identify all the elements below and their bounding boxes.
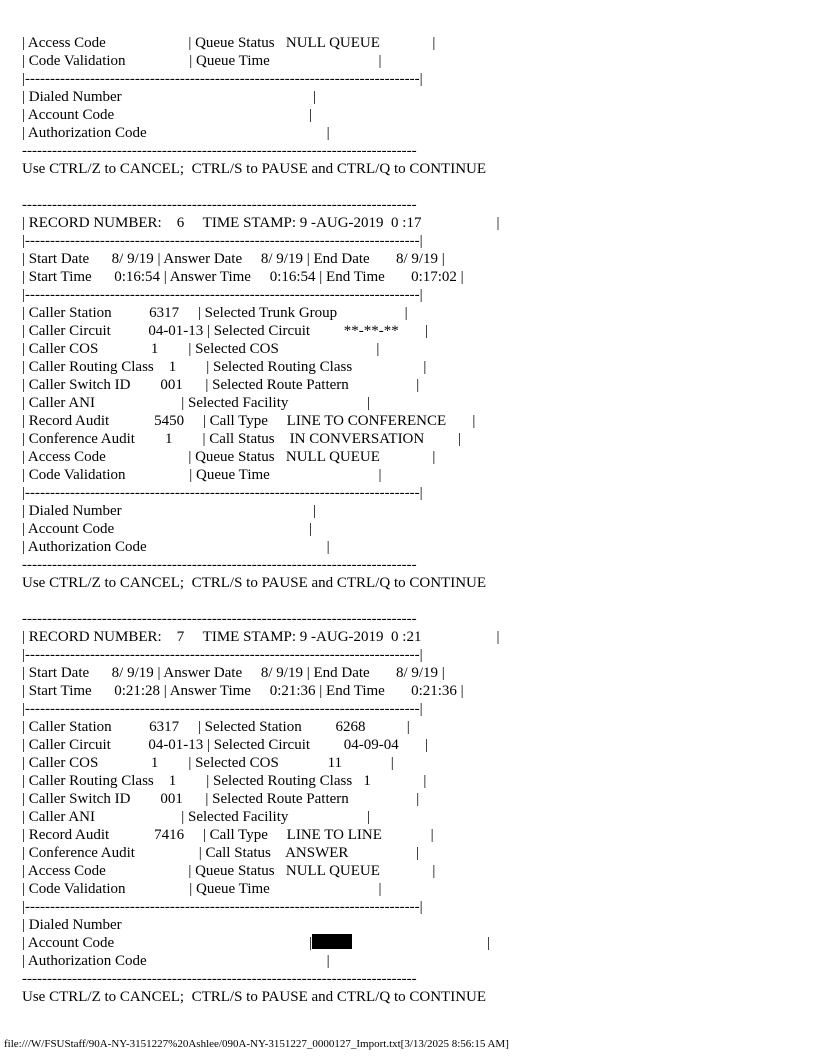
text-line: | Dialed Number | — [22, 89, 316, 105]
text-line: | Code Validation | Queue Time | — [22, 467, 382, 483]
text-line: Use CTRL/Z to CANCEL; CTRL/S to PAUSE and CTRL/Q to CONTINUE — [22, 989, 487, 1005]
text-line: ------------------------------------------------------------------------------- — [22, 971, 417, 987]
text-line: |-------------------------------------------------------------------------------| — [22, 701, 423, 717]
text-line: | Dialed Number — [22, 917, 141, 933]
text-line — [22, 592, 802, 610]
text-line: | Access Code | Queue Status NULL QUEUE | — [22, 863, 436, 879]
text-line: | Caller Switch ID 001 | Selected Route Pattern | — [22, 377, 420, 393]
text-line: | Account Code | — [22, 521, 313, 537]
text-line: | Start Time 0:21:28 | Answer Time 0:21:36 | End Time 0:21:36 | — [22, 683, 464, 699]
text-line: | Access Code | Queue Status NULL QUEUE | — [22, 449, 436, 465]
redaction-box — [312, 934, 352, 949]
file-path-footer: file:///W/FSUStaff/90A-NY-3151227%20Ashlee/090A-NY-3151227_0000127_Import.txt[3/13/2025 8:56:15 AM] — [4, 1038, 509, 1050]
text-line: | Start Date 8/ 9/19 | Answer Date 8/ 9/19 | End Date 8/ 9/19 | — [22, 251, 445, 267]
text-line: ------------------------------------------------------------------------------- — [22, 557, 417, 573]
text-line: | Caller COS 1 | Selected COS | — [22, 341, 380, 357]
text-line: | Start Time 0:16:54 | Answer Time 0:16:54 | End Time 0:17:02 | — [22, 269, 464, 285]
text-line: Use CTRL/Z to CANCEL; CTRL/S to PAUSE and CTRL/Q to CONTINUE — [22, 161, 487, 177]
text-line: | Conference Audit | Call Status ANSWER | — [22, 845, 419, 861]
text-line: |-------------------------------------------------------------------------------| — [22, 647, 423, 663]
text-line: | Authorization Code | — [22, 953, 330, 969]
text-line: | RECORD NUMBER: 6 TIME STAMP: 9 -AUG-2019 0 :17 | — [22, 215, 500, 231]
text-line: | Caller Circuit 04-01-13 | Selected Circuit 04-09-04 | — [22, 737, 429, 753]
text-line: | Caller Routing Class 1 | Selected Routing Class 1 | — [22, 773, 427, 789]
text-line: | Start Date 8/ 9/19 | Answer Date 8/ 9/19 | End Date 8/ 9/19 | — [22, 665, 445, 681]
text-line: | Account Code | | — [22, 935, 491, 951]
text-line: | Caller Routing Class 1 | Selected Routing Class | — [22, 359, 427, 375]
text-line: ------------------------------------------------------------------------------- — [22, 143, 417, 159]
text-document — [22, 34, 802, 1006]
text-line: | Caller Station 6317 | Selected Trunk Group | — [22, 305, 408, 321]
text-line: | Authorization Code | — [22, 125, 330, 141]
text-line: | Caller ANI | Selected Facility | — [22, 395, 371, 411]
text-line: |-------------------------------------------------------------------------------| — [22, 233, 423, 249]
text-line: | RECORD NUMBER: 7 TIME STAMP: 9 -AUG-2019 0 :21 | — [22, 629, 500, 645]
text-line: |-------------------------------------------------------------------------------| — [22, 287, 423, 303]
text-line: | Access Code | Queue Status NULL QUEUE | — [22, 35, 436, 51]
text-line: | Caller COS 1 | Selected COS 11 | — [22, 755, 394, 771]
text-line: | Authorization Code | — [22, 539, 330, 555]
text-line-tail: | — [352, 935, 491, 951]
text-line: | Caller Circuit 04-01-13 | Selected Circuit **-**-** | — [22, 323, 429, 339]
text-line: | Record Audit 7416 | Call Type LINE TO LINE | — [22, 827, 434, 843]
text-line: | Caller ANI | Selected Facility | — [22, 809, 371, 825]
text-line: | Conference Audit 1 | Call Status IN CONVERSATION | — [22, 431, 461, 447]
text-line: | Account Code | — [22, 107, 313, 123]
text-line: ------------------------------------------------------------------------------- — [22, 611, 417, 627]
text-line: | Record Audit 5450 | Call Type LINE TO CONFERENCE | — [22, 413, 476, 429]
text-line: |-------------------------------------------------------------------------------| — [22, 71, 423, 87]
text-line: |-------------------------------------------------------------------------------| — [22, 485, 423, 501]
text-line: | Code Validation | Queue Time | — [22, 53, 382, 69]
text-line — [22, 178, 802, 196]
text-line: | Caller Switch ID 001 | Selected Route Pattern | — [22, 791, 420, 807]
text-line: |-------------------------------------------------------------------------------| — [22, 899, 423, 915]
text-line: | Caller Station 6317 | Selected Station 6268 | — [22, 719, 410, 735]
text-line: ------------------------------------------------------------------------------- — [22, 197, 417, 213]
text-line: | Code Validation | Queue Time | — [22, 881, 382, 897]
text-line: Use CTRL/Z to CANCEL; CTRL/S to PAUSE and CTRL/Q to CONTINUE — [22, 575, 487, 591]
text-line: | Dialed Number | — [22, 503, 316, 519]
